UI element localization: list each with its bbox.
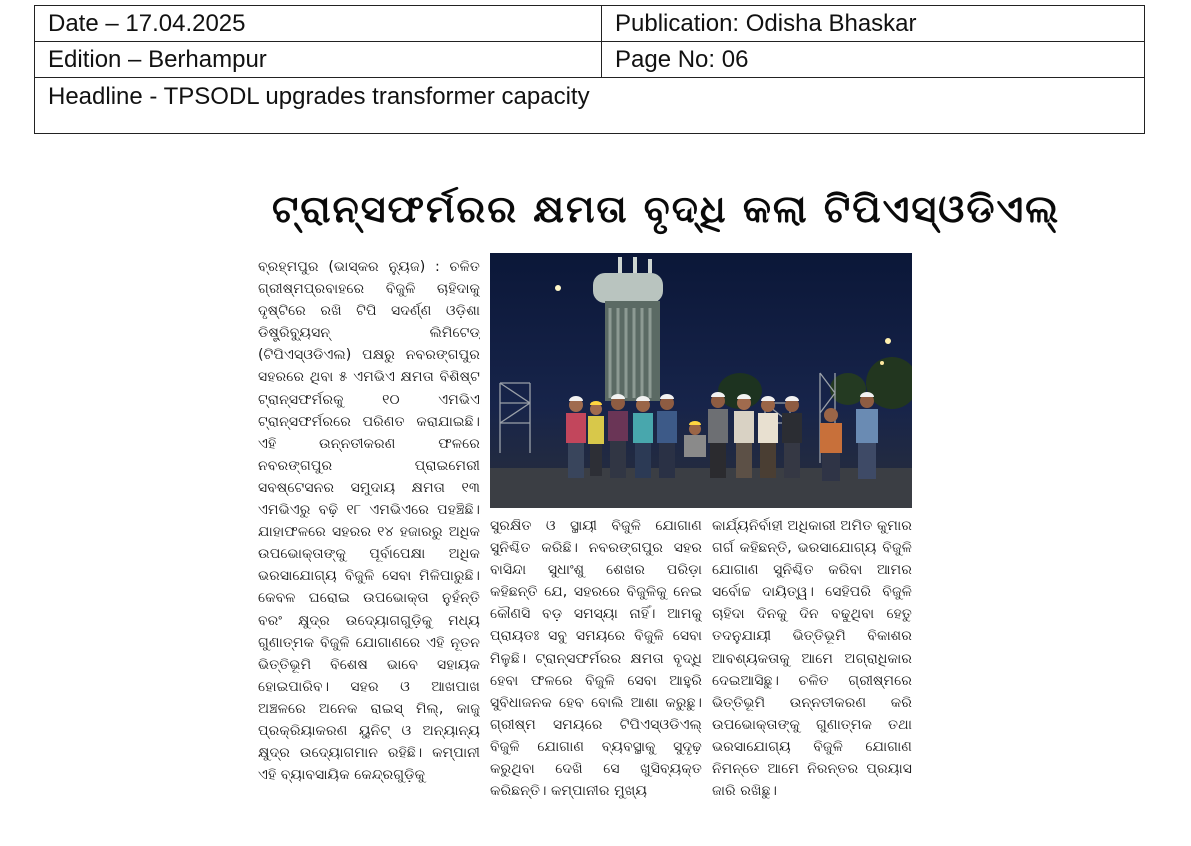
date-cell: Date – 17.04.2025 (35, 6, 602, 41)
publication-cell: Publication: Odisha Bhaskar (615, 10, 917, 37)
article-title: ଟ୍ରାନ୍ସଫର୍ମରର କ୍ଷମତା ବୃଦ୍ଧି କଲା ଟିପିଏସ୍‌ଓଡିଏଲ୍ (272, 187, 1061, 231)
page-number-cell: Page No: 06 (615, 46, 749, 73)
edition-cell: Edition – Berhampur (35, 42, 602, 77)
substation-photo-illustration (490, 253, 912, 508)
info-row-date-publication (35, 6, 1144, 42)
clipping-info-table (34, 5, 1145, 134)
info-row-headline (35, 78, 1144, 133)
headline-cell: Headline - TPSODL upgrades transformer capacity (48, 83, 590, 110)
info-row-edition-page (35, 42, 1144, 78)
article-column-1-text: ବ୍ରହ୍ମପୁର (ଭାସ୍କର ନ୍ୟୁଜ) : ଚଳିତ ଗ୍ରୀଷ୍ମପ୍ରବାହରେ ବିଜୁଳି ଚାହିଦାକୁ ଦୃଷ୍ଟିରେ ରଖି ଟିପି ସଦର୍ଣ୍ଣ ଓଡ଼ିଶା ଡିଷ୍ଟ୍ରିବ୍ୟୁସନ୍ ଲିମିଟେଡ୍ (ଟିପିଏସ୍‌ଓଡିଏଲ) ପକ୍ଷରୁ ନବରଙ୍ଗପୁର ସହରରେ ଥିବା ୫ ଏମଭିଏ କ୍ଷମତା ବିଶିଷ୍ଟ ଟ୍ରାନ୍ସଫର୍ମରକୁ ୧୦ ଏମଭିଏ ଟ୍ରାନ୍ସଫର୍ମରରେ ପରିଣତ କରାଯାଇଛି। ଏହି ଉନ୍ନତୀକରଣ ଫଳରେ ନବରଙ୍ଗପୁର ପ୍ରାଇମେରୀ ସବଷ୍ଟେସନର ସମୁଦାୟ କ୍ଷମତା ୧୩ ଏମଭିଏରୁ ବଢ଼ି ୧୮ ଏମଭିଏରେ ପହଞ୍ଚିଛି। ଯାହାଫଳରେ ସହରର ୧୪ ହଜାରରୁ ଅଧିକ ଉପଭୋକ୍ତାଙ୍କୁ ପୂର୍ବାପେକ୍ଷା ଅଧିକ ଭରସାଯୋଗ୍ୟ ବିଜୁଳି ସେବା ମିଳିପାରୁଛି। କେବଳ ଘରୋଇ ଉପଭୋକ୍ତା ନୁହଁନ୍ତି ବରଂ କ୍ଷୁଦ୍ର ଉଦ୍ୟୋଗଗୁଡ଼ିକୁ ମଧ୍ୟ ଗୁଣାତ୍ମକ ବିଜୁଳି ଯୋଗାଣରେ ଏହି ନୂତନ ଭିତ୍ତିଭୂମି ବିଶେଷ ଭାବେ ସହାୟକ ହୋଇପାରିବ। ସହର ଓ ଆଖପାଖ ଅଞ୍ଚଳରେ ଅନେକ ରାଇସ୍ ମିଲ୍, କାଜୁ ପ୍ରକ୍ରିୟାକରଣ ୟୁନିଟ୍ ଓ ଅନ୍ୟାନ୍ୟ କ୍ଷୁଦ୍ର ଉଦ୍ୟୋଗମାନ ରହିଛି। କମ୍ପାନୀ ଏହି ବ୍ୟାବସାୟିକ କେନ୍ଦ୍ରଗୁଡ଼ିକୁ (258, 259, 480, 784)
article-column-3 (712, 515, 912, 837)
article-column-2 (490, 515, 702, 837)
article-photo (490, 253, 912, 508)
article-column-2-text: ସୁରକ୍ଷିତ ଓ ସ୍ଥାୟୀ ବିଜୁଳି ଯୋଗାଣ ସୁନିଶ୍ଚିତ କରିଛି। ନବରଙ୍ଗପୁର ସହର ବାସିନ୍ଦା ସୁଧାଂଶୁ ଶେଖର ପରିଡ଼ା କହିଛନ୍ତି ଯେ, ସହରରେ ବିଜୁଳିକୁ ନେଇ କୌଣସି ବଡ଼ ସମସ୍ୟା ନାହିଁ। ଆମକୁ ପ୍ରାୟତଃ ସବୁ ସମୟରେ ବିଜୁଳି ସେବା ମିଳୁଛି। ଟ୍ରାନ୍ସଫର୍ମରର କ୍ଷମତା ବୃଦ୍ଧି ହେବା ଫଳରେ ବିଜୁଳି ସେବା ଆହୁରି ସୁବିଧାଜନକ ହେବ ବୋଲି ଆଶା କରୁଛୁ। ଗ୍ରୀଷ୍ମ ସମୟରେ ଟିପିଏସ୍‌ଓଡିଏଲ୍ ବିଜୁଳି ଯୋଗାଣ ବ୍ୟବସ୍ଥାକୁ ସୁଦୃଢ଼ କରୁଥିବା ଦେଖି ସେ ଖୁସିବ୍ୟକ୍ତ କରିଛନ୍ତି। କମ୍ପାନୀର ମୁଖ୍ୟ (490, 518, 702, 800)
article-column-3-text: କାର୍ଯ୍ୟନିର୍ବାହୀ ଅଧିକାରୀ ଅମିତ କୁମାର ଗର୍ଗ କହିଛନ୍ତି, ଭରସାଯୋଗ୍ୟ ବିଜୁଳି ଯୋଗାଣ ସୁନିଶ୍ଚିତ କରିବା ଆମର ସର୍ବୋଚ୍ଚ ଦାୟିତ୍ୱ। ସେହିପରି ବିଜୁଳି ଚାହିଦା ଦିନକୁ ଦିନ ବଢୁଥିବା ହେତୁ ତଦନୁଯାୟୀ ଭିତ୍ତିଭୂମି ବିକାଶର ଆବଶ୍ୟକତାକୁ ଆମେ ଅଗ୍ରାଧିକାର ଦେଇଆସିଛୁ। ଚଳିତ ଗ୍ରୀଷ୍ମରେ ଭିତ୍ତିଭୂମି ଉନ୍ନତୀକରଣ କରି ଉପଭୋକ୍ତାଙ୍କୁ ଗୁଣାତ୍ମକ ତଥା ଭରସାଯୋଗ୍ୟ ବିଜୁଳି ଯୋଗାଣ ନିମନ୍ତେ ଆମେ ନିରନ୍ତର ପ୍ରୟାସ ଜାରି ରଖିଛୁ। (712, 518, 912, 800)
article-column-1 (258, 256, 480, 836)
